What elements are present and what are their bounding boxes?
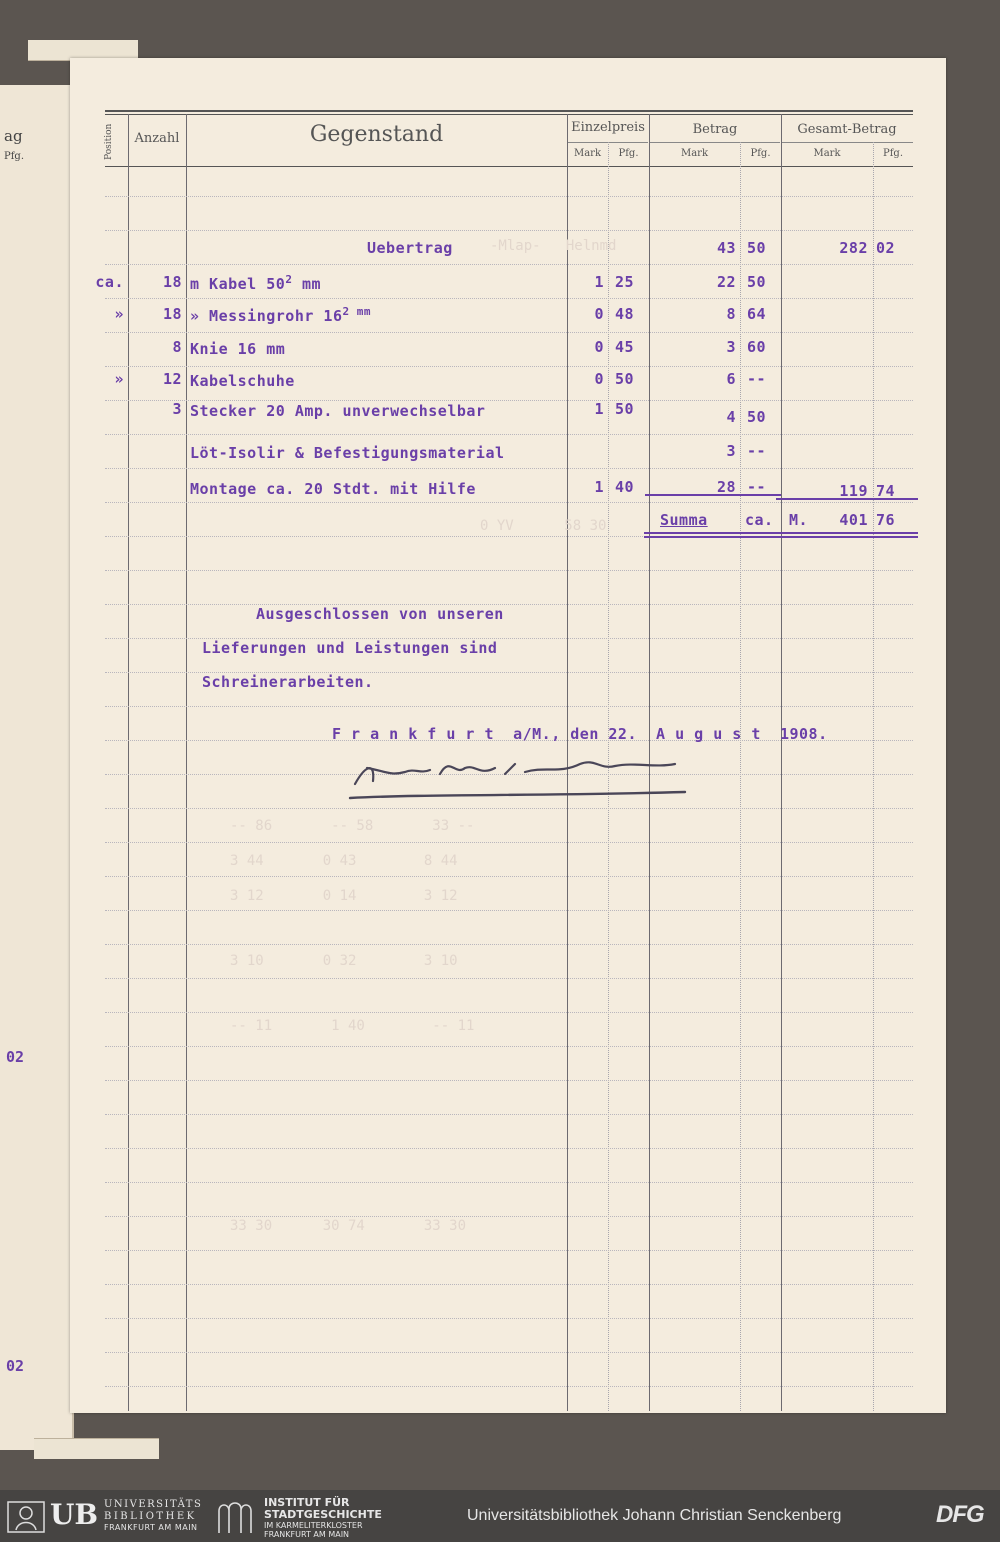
place-date: F r a n k f u r t a/M., den 22. A u g u s t 1908. — [332, 725, 828, 743]
ruled-line — [105, 808, 913, 809]
ub-mark: UB — [50, 1498, 99, 1531]
ruled-line — [105, 1182, 913, 1183]
ruled-line — [105, 332, 913, 333]
left-header-fragment: ag — [4, 127, 23, 145]
row-gegenstand — [190, 273, 321, 293]
header-gegenstand: Gegenstand — [309, 122, 444, 147]
row-einzelpreis-mark: 0 — [594, 305, 604, 323]
bleed-through-text: 0 YV 58 30 — [480, 518, 607, 534]
header-mark: Mark — [573, 148, 602, 159]
ruled-line — [105, 910, 913, 911]
header-mark: Mark — [680, 148, 709, 159]
row-betrag-mark: 3 — [726, 338, 736, 356]
ruled-line — [105, 842, 913, 843]
row-betrag-mark: 8 — [726, 305, 736, 323]
row-gegenstand-text: Knie 16 mm — [190, 340, 286, 358]
row-einzelpreis-pfg: 25 — [615, 273, 635, 291]
left-header-sub: Pfg. — [4, 151, 25, 162]
bleed-through-text: -- 86 -- 58 33 -- — [230, 818, 475, 834]
ub-line-2: BIBLIOTHEK — [104, 1511, 197, 1522]
ruled-line — [105, 230, 913, 231]
summa-m: M. — [789, 511, 809, 529]
ruled-line — [105, 1352, 913, 1353]
ruled-line — [105, 1046, 913, 1047]
ruled-line — [105, 1318, 913, 1319]
row-position: » — [114, 305, 124, 323]
row-gegenstand-text: » Messingrohr 16 — [190, 307, 343, 325]
row-betrag-pfg: -- — [747, 370, 767, 388]
uebertrag-gesamt-mark: 282 — [839, 239, 868, 257]
row-betrag-pfg: 50 — [747, 408, 767, 426]
row-gegenstand — [190, 478, 476, 498]
row-einzelpreis-mark: 1 — [594, 400, 604, 418]
header-pfg: Pfg. — [882, 148, 903, 159]
summa-ca: ca. — [745, 511, 774, 529]
summa-double-underline — [644, 536, 918, 538]
bleed-through-text: -Mlap- Helnmd — [490, 238, 617, 254]
subtotal-gesamt-mark: 119 — [839, 482, 868, 500]
header-position: Position — [104, 123, 114, 161]
ruled-line — [105, 604, 913, 605]
ruled-line — [105, 502, 913, 503]
ruled-line — [105, 1250, 913, 1251]
isg-logo-icon — [215, 1499, 255, 1535]
row-einzelpreis-pfg: 48 — [615, 305, 635, 323]
row-gegenstand-unit: mm — [292, 275, 322, 293]
ruled-line — [105, 876, 913, 877]
row-gegenstand-text: Stecker 20 Amp. unverwechselbar — [190, 402, 486, 420]
ruled-line — [105, 1386, 913, 1387]
row-gegenstand-text: m Kabel 50 — [190, 275, 286, 293]
left-page — [0, 85, 74, 1450]
summa-mark: 401 — [839, 511, 868, 529]
row-position: ca. — [95, 273, 124, 291]
summa-label: Summa — [660, 511, 708, 529]
invoice-sheet — [70, 58, 946, 1413]
ub-logo-icon — [6, 1500, 46, 1534]
header-sub-rule — [782, 142, 913, 143]
row-betrag-pfg: 50 — [747, 273, 767, 291]
row-einzelpreis-mark: 1 — [594, 478, 604, 496]
row-betrag-pfg: -- — [747, 478, 767, 496]
note-line-3: Schreinerarbeiten. — [202, 673, 374, 691]
row-gegenstand — [190, 305, 371, 325]
footer-bar — [0, 1490, 1000, 1542]
row-gegenstand-text: Kabelschuhe — [190, 372, 295, 390]
ruled-line — [105, 196, 913, 197]
row-betrag-mark: 6 — [726, 370, 736, 388]
row-betrag-pfg: -- — [747, 442, 767, 460]
header-pfg: Pfg. — [750, 148, 771, 159]
ruled-line — [105, 1114, 913, 1115]
row-betrag-mark: 22 — [716, 273, 736, 291]
uebertrag-betrag-mark: 43 — [716, 239, 736, 257]
footer-center-text: Universitätsbibliothek Johann Christian Senckenberg — [467, 1507, 842, 1524]
header-sub-rule — [650, 142, 780, 143]
header-top-rule — [105, 110, 913, 112]
ruled-line — [105, 434, 913, 435]
ub-line-1: UNIVERSITÄTS — [104, 1499, 203, 1510]
ruled-line — [105, 1216, 913, 1217]
bleed-through-text: 3 12 0 14 3 12 — [230, 888, 458, 904]
row-anzahl: 3 — [172, 400, 182, 418]
header-pfg: Pfg. — [618, 148, 639, 159]
row-einzelpreis-mark: 0 — [594, 370, 604, 388]
row-anzahl: 12 — [162, 370, 182, 388]
header-betrag: Betrag — [692, 122, 738, 137]
ruled-line — [105, 468, 913, 469]
ruled-line — [105, 1284, 913, 1285]
summa-double-underline — [644, 532, 918, 534]
row-gegenstand-superscript: 2 — [285, 273, 293, 286]
header-einzelpreis: Einzelpreis — [571, 120, 645, 135]
row-gegenstand — [190, 400, 485, 420]
row-einzelpreis-pfg: 50 — [615, 400, 635, 418]
row-gegenstand-superscript: 2 mm — [342, 305, 371, 318]
bleed-through-text: 3 10 0 32 3 10 — [230, 953, 458, 969]
left-value: 02 — [6, 1357, 25, 1375]
row-anzahl: 18 — [162, 273, 182, 291]
ruled-line — [105, 570, 913, 571]
left-value: 02 — [6, 1048, 25, 1066]
row-gegenstand-text: Löt-Isolir & Befestigungsmaterial — [190, 444, 505, 462]
ruled-line — [105, 944, 913, 945]
row-betrag-pfg: 60 — [747, 338, 767, 356]
ruled-line — [105, 1012, 913, 1013]
signature — [345, 746, 705, 806]
row-einzelpreis-mark: 0 — [594, 338, 604, 356]
row-gegenstand — [190, 370, 295, 390]
isg-line-2: STADTGESCHICHTE — [264, 1508, 382, 1521]
row-anzahl: 8 — [172, 338, 182, 356]
ruled-line — [105, 706, 913, 707]
row-anzahl: 18 — [162, 305, 182, 323]
header-gesamt-betrag: Gesamt-Betrag — [797, 122, 897, 137]
uebertrag-gesamt-pfg: 02 — [876, 239, 896, 257]
header-anzahl: Anzahl — [134, 131, 180, 146]
uebertrag-label: Uebertrag — [367, 239, 453, 257]
ub-line-3: FRANKFURT AM MAIN — [104, 1523, 198, 1532]
isg-line-3: IM KARMELITERKLOSTER — [264, 1521, 363, 1530]
isg-line-4: FRANKFURT AM MAIN — [264, 1530, 350, 1539]
row-betrag-mark: 28 — [716, 478, 736, 496]
note-line-2: Lieferungen und Leistungen sind — [202, 639, 498, 657]
bleed-through-text: -- 11 1 40 -- 11 — [230, 1018, 475, 1034]
row-betrag-pfg: 64 — [747, 305, 767, 323]
row-einzelpreis-mark: 1 — [594, 273, 604, 291]
row-einzelpreis-pfg: 50 — [615, 370, 635, 388]
row-betrag-mark: 4 — [726, 408, 736, 426]
row-gegenstand-text: Montage ca. 20 Stdt. mit Hilfe — [190, 480, 476, 498]
note-line-1: Ausgeschlossen von unseren — [256, 605, 504, 623]
ruled-line — [105, 978, 913, 979]
ruled-line — [105, 1148, 913, 1149]
row-gegenstand — [190, 338, 285, 358]
row-einzelpreis-pfg: 45 — [615, 338, 635, 356]
summa-pfg: 76 — [876, 511, 896, 529]
ruled-line — [105, 264, 913, 265]
row-betrag-mark: 3 — [726, 442, 736, 460]
subtotal-gesamt-pfg: 74 — [876, 482, 896, 500]
betrag-underline — [645, 494, 781, 496]
row-gegenstand — [190, 442, 505, 462]
uebertrag-betrag-pfg: 50 — [747, 239, 767, 257]
header-mark: Mark — [813, 148, 841, 159]
bleed-through-text: 33 30 30 74 33 30 — [230, 1218, 467, 1234]
dfg-logo: DFG — [936, 1501, 984, 1528]
ruled-line — [105, 1080, 913, 1081]
bleed-through-text: 3 44 0 43 8 44 — [230, 853, 458, 869]
isg-line-1: INSTITUT FÜR — [264, 1496, 350, 1509]
row-position: » — [114, 370, 124, 388]
binding-strip — [34, 1438, 159, 1459]
header-top-rule — [105, 114, 913, 115]
ruled-line — [105, 298, 913, 299]
ruled-line — [105, 366, 913, 367]
header-bottom-rule — [105, 166, 913, 167]
row-einzelpreis-pfg: 40 — [615, 478, 635, 496]
